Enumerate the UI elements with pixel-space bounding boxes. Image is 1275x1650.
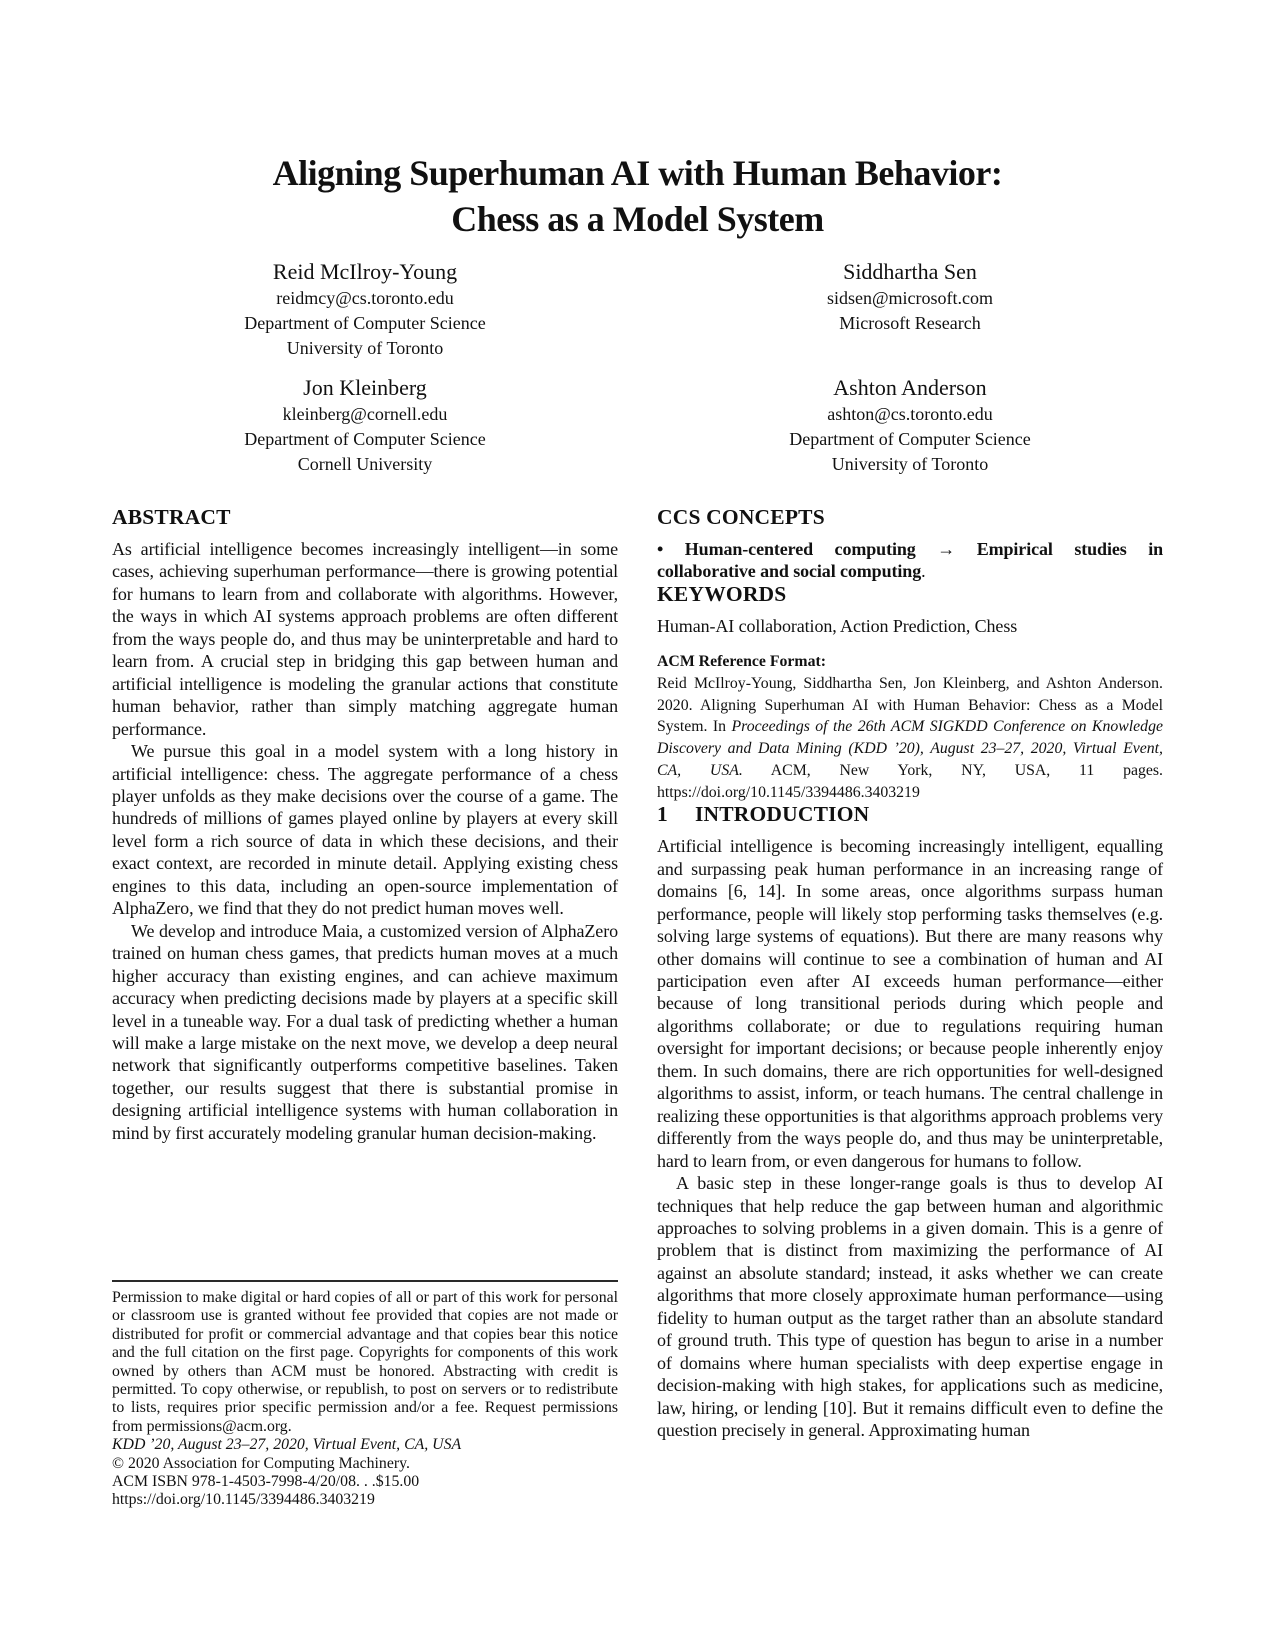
author-department: Department of Computer Science bbox=[244, 429, 486, 449]
section-heading-keywords: KEYWORDS bbox=[657, 581, 787, 606]
author-name: Jon Kleinberg bbox=[303, 375, 427, 400]
authors-row-1 bbox=[112, 258, 1163, 361]
footnote-copyright: © 2020 Association for Computing Machinery. bbox=[112, 1454, 410, 1472]
reference-publisher: ACM, New York, NY, USA, 11 pages. bbox=[742, 761, 1163, 779]
author-email: ashton@cs.toronto.edu bbox=[827, 404, 993, 424]
acm-reference-label: ACM Reference Format: bbox=[657, 653, 826, 671]
keywords-text: Human-AI collaboration, Action Prediction, Chess bbox=[657, 615, 1018, 636]
abstract-paragraph-1: As artificial intelligence becomes increasingly intelligent—in some cases, achieving superhuman performance—there is growing potential for humans to learn from and collaborate with algorithms. However, the ways in which AI systems approach problems are often different from the ways people do, and thus may be uninterpretable and hard to learn from. A crucial step in bridging this gap between human and artificial intelligence is modeling the granular actions that constitute human behavior, rather than simply matching aggregate human performance. bbox=[112, 539, 618, 739]
abstract-paragraph-3: We develop and introduce Maia, a customized version of AlphaZero trained on human chess games, that predicts human moves at a much higher accuracy than existing engines, and can achieve maximum accuracy when predicting decisions made by players at a specific skill level in a tuneable way. For a dual task of predicting whether a human will make a large mistake on the next move, we develop a deep neural network that significantly outperforms competitive baselines. Taken together, our results suggest that there is substantial promise in designing artificial intelligence systems with human collaboration in mind by first accurately modeling granular human decision-making. bbox=[112, 920, 618, 1143]
author-department: Department of Computer Science bbox=[244, 313, 486, 333]
footnote-venue: KDD ’20, August 23–27, 2020, Virtual Event, CA, USA bbox=[112, 1436, 462, 1454]
title-line-2: Chess as a Model System bbox=[451, 199, 824, 239]
title-line-1: Aligning Superhuman AI with Human Behavior: bbox=[272, 153, 1003, 193]
footnote-doi-link[interactable]: https://doi.org/10.1145/3394486.3403219 bbox=[112, 1491, 375, 1509]
section-heading-abstract: ABSTRACT bbox=[112, 505, 231, 529]
right-column bbox=[657, 506, 1163, 1442]
author-block-2 bbox=[657, 258, 1163, 361]
author-block-1 bbox=[112, 258, 618, 361]
intro-paragraph-1: Artificial intelligence is becoming increasingly intelligent, equalling and surpassing peak human performance in an increasing range of domains [6, 14]. In some areas, once algorithms surpass human performance, people will likely stop performing tasks themselves (e.g. solving large systems of equations). But there are many reasons why other domains will continue to see a combination of human and AI participation even after AI exceeds human performance—either because of long transitional periods during which people and algorithms collaborate; or due to regulations requiring human oversight for important decisions; or because people inherently enjoy them. In such domains, there are rich opportunities for well-designed algorithms to assist, inform, or teach humans. The central challenge in realizing these opportunities is that algorithms approach problems very differently from the ways people do, and thus may be uninterpretable, hard to learn from, or even dangerous for humans to follow. bbox=[657, 836, 1163, 1171]
intro-paragraph-2: A basic step in these longer-range goals is thus to develop AI techniques that help reduce the gap between human and algorithmic approaches to solving problems in a given domain. This is a genre of problem that is distinct from maximizing the performance of AI against an absolute standard; instead, it asks whether we can create algorithms that more closely approximate human performance—using fidelity to human output as the target rather than an absolute standard of ground truth. This type of question has begun to arise in a number of domains where human specialists with deep expertise engage in decision-making with high stakes, for applications such as medicine, law, hiring, or lending [10]. But it remains difficult even to define the question precisely in general. Approximating human bbox=[657, 1173, 1163, 1441]
author-institution: Cornell University bbox=[297, 454, 433, 474]
author-institution: University of Toronto bbox=[286, 338, 444, 358]
ccs-period: . bbox=[921, 561, 926, 582]
footnote-block bbox=[112, 1280, 618, 1510]
section-number: 1 bbox=[657, 802, 668, 827]
author-block-4 bbox=[657, 374, 1163, 477]
author-institution: Microsoft Research bbox=[839, 313, 981, 333]
author-name: Ashton Anderson bbox=[833, 375, 987, 400]
author-name: Reid McIlroy-Young bbox=[272, 259, 458, 284]
reference-doi-link[interactable]: https://doi.org/10.1145/3394486.3403219 bbox=[657, 783, 920, 801]
ccs-concept: Human-centered computing bbox=[684, 539, 916, 559]
footnote-rule bbox=[112, 1280, 618, 1282]
author-email: kleinberg@cornell.edu bbox=[282, 404, 448, 424]
section-heading-ccs: CCS CONCEPTS bbox=[657, 505, 825, 529]
left-column bbox=[112, 506, 618, 1144]
bullet-glyph: • bbox=[657, 539, 685, 559]
author-block-3 bbox=[112, 374, 618, 477]
ccs-subconcept: Empirical studies in collaborative and social computing bbox=[657, 539, 1164, 582]
ccs-statement bbox=[657, 538, 1163, 583]
author-institution: University of Toronto bbox=[831, 454, 989, 474]
section-title: INTRODUCTION bbox=[694, 802, 870, 827]
footnote-isbn: ACM ISBN 978-1-4503-7998-4/20/08. . .$15.00 bbox=[112, 1473, 420, 1491]
author-name: Siddhartha Sen bbox=[843, 259, 977, 284]
author-department: Department of Computer Science bbox=[789, 429, 1031, 449]
abstract-paragraph-2: We pursue this goal in a model system with a long history in artificial intelligence: chess. The aggregate performance of a chess player unfolds as they make decisions over the course of a game. The hundreds of millions of games played online by players at every skill level form a rich source of data in which these decisions, and their exact context, are recorded in minute detail. Applying existing chess engines to this data, including an open-source implementation of AlphaZero, we find that they do not predict human moves well. bbox=[112, 741, 618, 919]
section-heading-introduction bbox=[657, 803, 1163, 826]
acm-reference-text bbox=[657, 673, 1163, 803]
arrow-glyph: → bbox=[915, 539, 977, 559]
footnote-permission-text: Permission to make digital or hard copies of all or part of this work for personal or classroom use is granted without fee provided that copies are not made or distributed for profit or commercial advantage and that copies bear this notice and the full citation on the first page. Copyrights for components of this work owned by others than ACM must be honored. Abstracting with credit is permitted. To copy otherwise, or republish, to post on servers or to redistribute to lists, requires prior specific permission and/or a fee. Request permissions from permissions@acm.org. bbox=[112, 1289, 618, 1435]
reference-authors-title: Reid McIlroy-Young, Siddhartha Sen, Jon Kleinberg, and Ashton Anderson. 2020. Aligning Superhuman AI with Human Behavior: Chess as a Model System. In bbox=[657, 675, 1163, 736]
author-email: sidsen@microsoft.com bbox=[826, 288, 994, 308]
reference-proceedings: Proceedings of the 26th ACM SIGKDD Conference on Knowledge Discovery and Data Mining (KDD ’20), August 23–27, 2020, Virtual Event, CA, USA. bbox=[657, 718, 1163, 779]
paper-title bbox=[0, 150, 1275, 242]
author-email: reidmcy@cs.toronto.edu bbox=[276, 288, 454, 308]
authors-row-2 bbox=[112, 374, 1163, 477]
